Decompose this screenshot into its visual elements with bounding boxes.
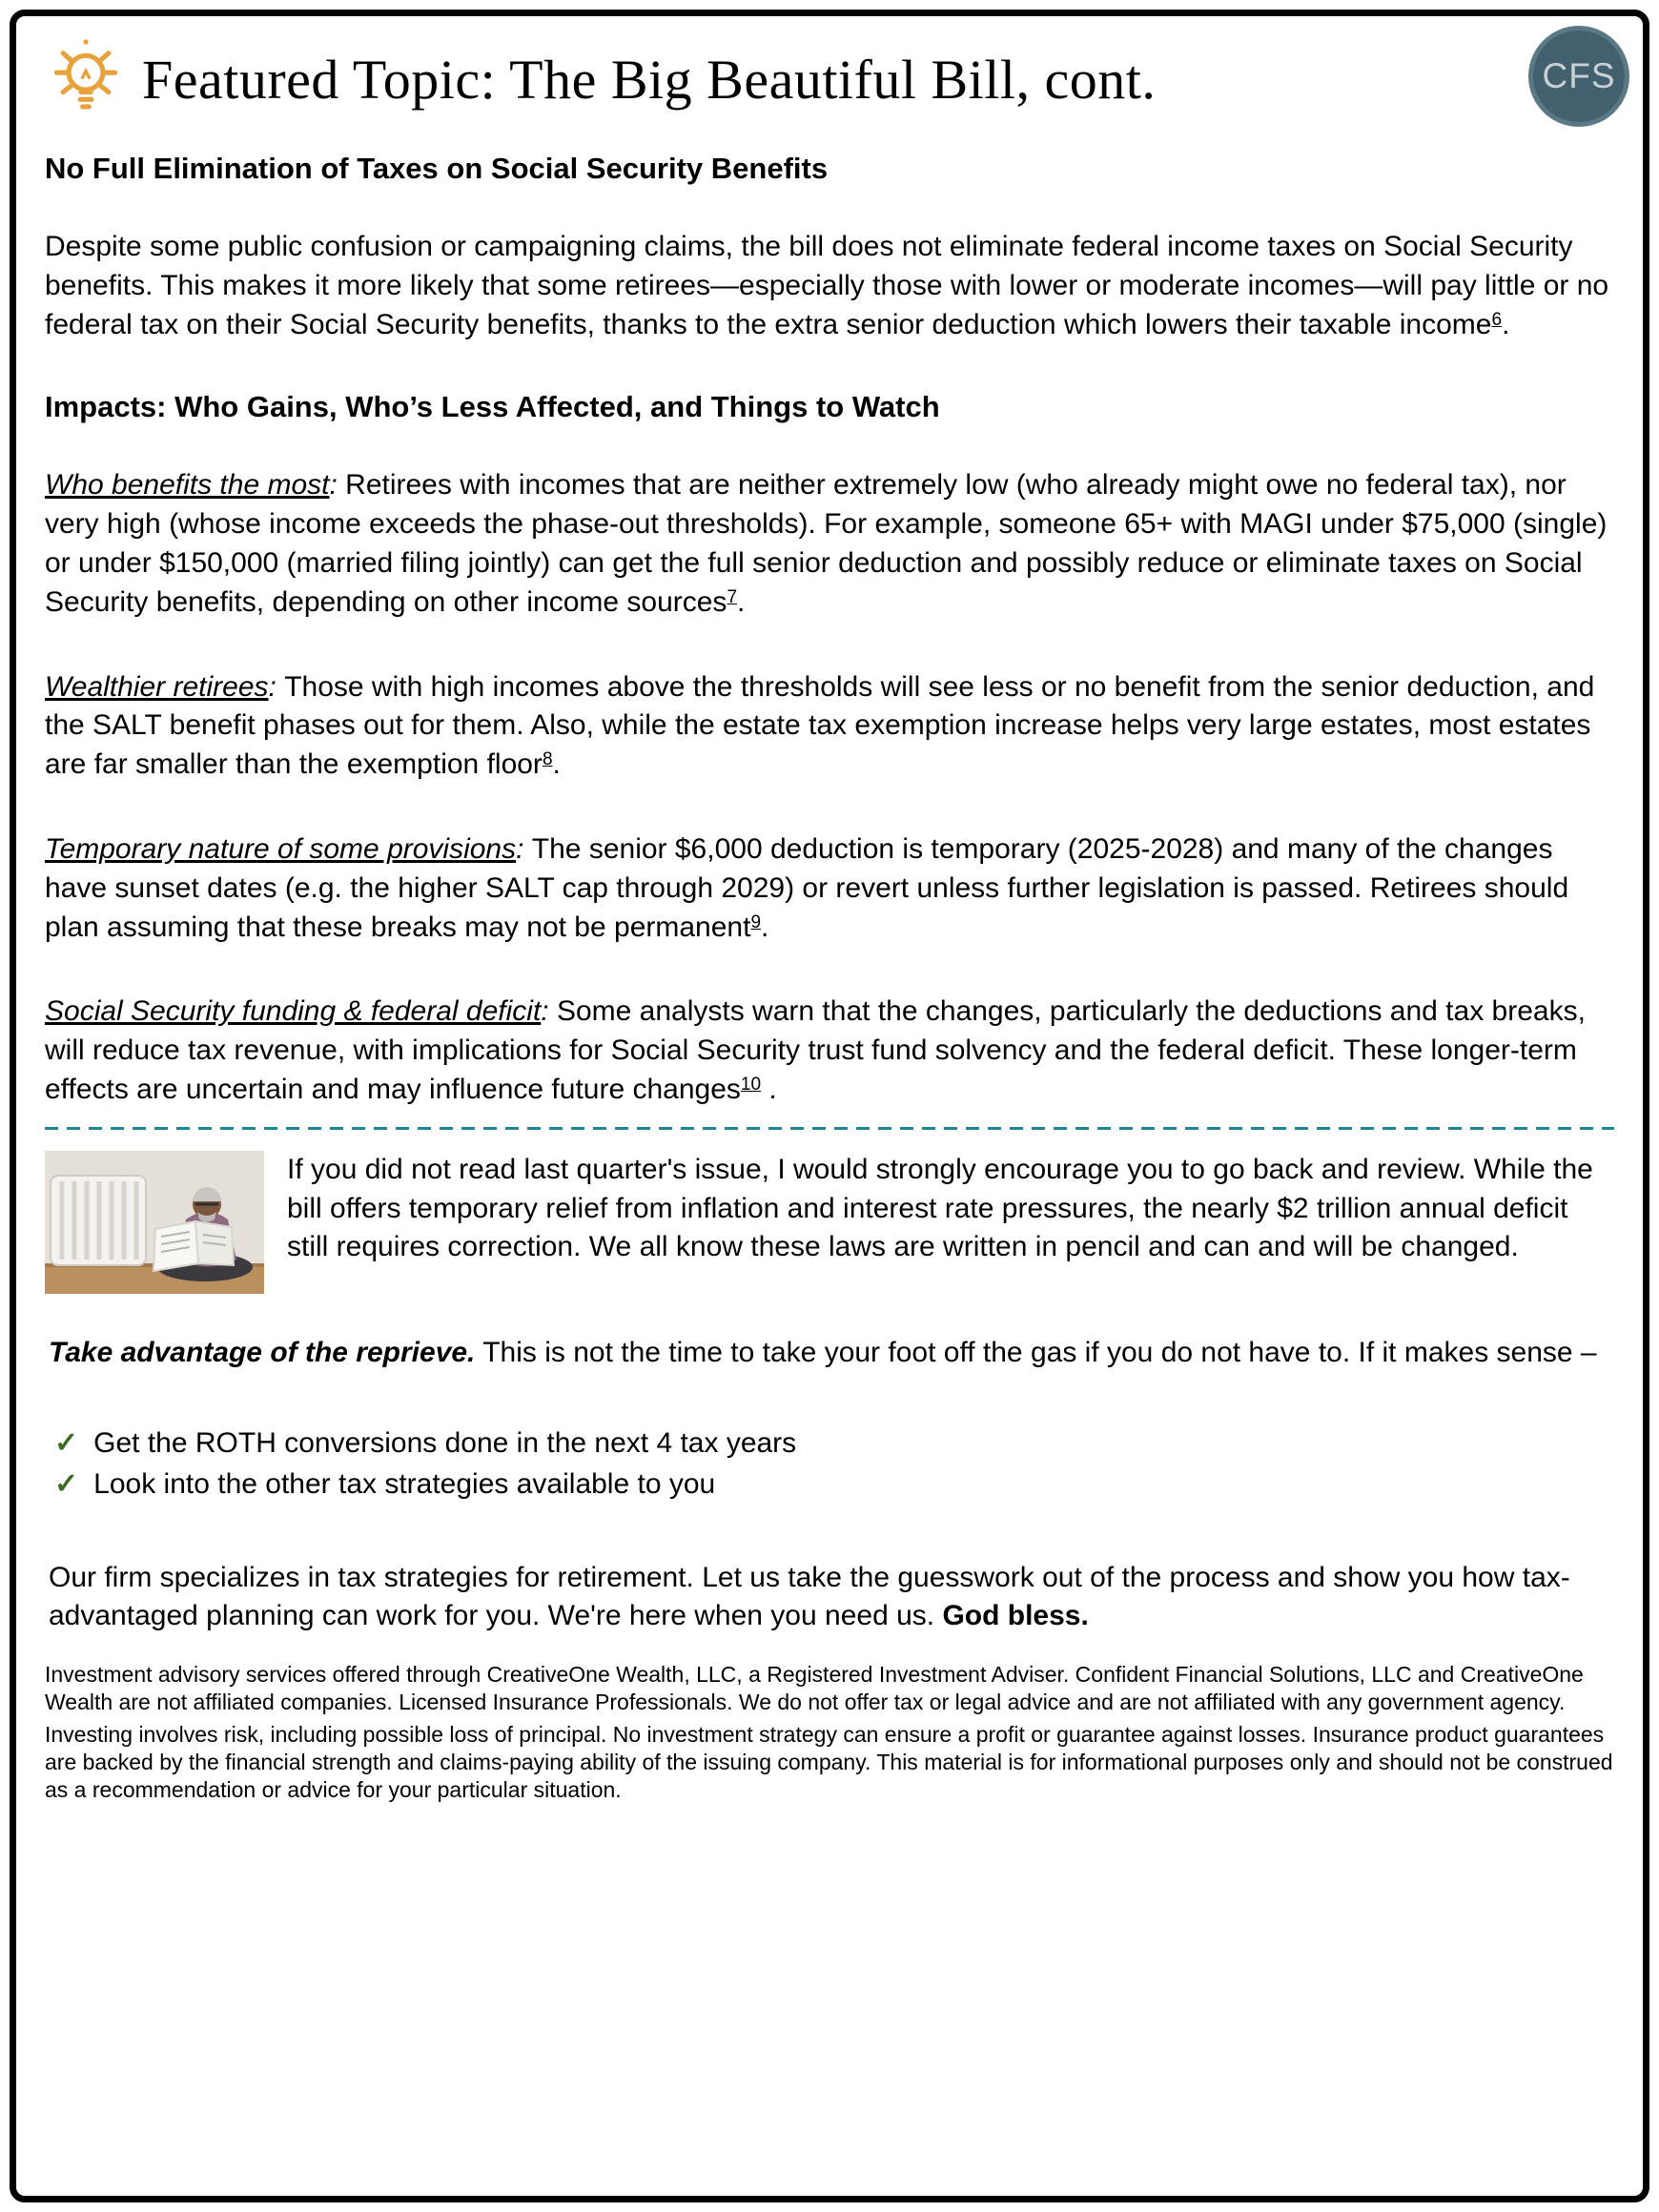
impact-separator: : [541, 995, 557, 1028]
impact-text: Retirees with incomes that are neither extremely low (who already might owe no federal tax), nor very high (whose income exceeds the phase-out thresholds). For example, someone 65+ with MAGI under $75,000 (single) or under $150,000 (married filing jointly) can get the full senior deduction and possibly reduce or eliminate taxes on Social Security benefits, depending on other income sources [45, 469, 1608, 618]
reprieve-text: This is not the time to take your foot off the gas if you do not have to. If it makes sense – [475, 1336, 1597, 1368]
closing-paragraph [45, 1559, 1614, 1637]
impact-separator: : [516, 832, 532, 865]
page-title: Featured Topic: The Big Beautiful Bill, cont. [142, 48, 1157, 111]
impact-text: The senior $6,000 deduction is temporary (2025-2028) and many of the changes have sunset dates (e.g. the higher SALT cap through 2029) or revert unless further legislation is passed. Retirees should plan assuming that these breaks may not be permanent [45, 832, 1569, 943]
impact-item-funding-deficit [45, 993, 1614, 1109]
cfs-logo [1528, 26, 1629, 127]
impact-separator: : [268, 670, 285, 703]
impact-item-temporary-provisions [45, 830, 1614, 947]
impact-lead: Who benefits the most [45, 469, 330, 502]
checklist-item-roth [54, 1423, 1614, 1464]
footnote-ref-7[interactable]: 7 [727, 586, 738, 607]
footnote-ref-10[interactable]: 10 [740, 1074, 762, 1095]
footnote-ref-6[interactable]: 6 [1491, 309, 1503, 330]
reprieve-paragraph [45, 1334, 1614, 1373]
checklist-item-label: Get the ROTH conversions done in the next 4 tax years [93, 1426, 797, 1459]
impact-end: . [761, 1073, 777, 1105]
reprieve-lead: Take advantage of the reprieve. [49, 1336, 476, 1368]
section-divider [45, 1127, 1614, 1130]
impact-separator: : [329, 469, 346, 502]
newsletter-page [10, 10, 1649, 2202]
section-heading-no-elimination: No Full Elimination of Taxes on Social Security Benefits [45, 152, 829, 185]
checklist-item-label: Look into the other tax strategies available to you [93, 1468, 716, 1501]
paragraph-no-elimination [45, 228, 1614, 344]
checkmark-icon: ✓ [54, 1468, 79, 1501]
paragraph-end: . [1502, 308, 1510, 340]
impact-end: . [761, 911, 769, 943]
section-heading-impacts: Impacts: Who Gains, Who’s Less Affected, and Things to Watch [45, 390, 940, 424]
reading-newspaper-photo [45, 1151, 264, 1294]
impact-lead: Wealthier retirees [45, 670, 269, 703]
closing-text: Our firm specializes in tax strategies for retirement. Let us take the guesswork out of the process and show you how tax-advantaged planning can work for you. We're here when you need us. [49, 1561, 1570, 1632]
impact-lead: Social Security funding & federal deficit [45, 995, 542, 1028]
checkmark-icon: ✓ [54, 1426, 79, 1459]
footnote-ref-8[interactable]: 8 [542, 749, 553, 770]
disclaimer-paragraph-2: Investing involves risk, including possible loss of principal. No investment strategy can ensure a profit or guarantee against losses. Insurance product guarantees are backed by the financial strength and claims-paying ability of the issuing company. This material is for informational purposes only and should not be construed as a recommendation or advice for your particular situation. [45, 1721, 1613, 1802]
closing-bold: God bless. [942, 1600, 1089, 1632]
impact-lead: Temporary nature of some provisions [45, 832, 517, 865]
impact-end: . [552, 748, 561, 781]
lightbulb-icon [45, 35, 127, 123]
impact-text: Those with high incomes above the thresholds will see less or no benefit from the senior deduction, and the SALT benefit phases out for them. Also, while the estate tax exemption increase helps very large estates, most estates are far smaller than the exemption floor [45, 670, 1595, 781]
action-checklist [45, 1423, 1614, 1505]
callout-row [45, 1151, 1614, 1294]
paragraph-text: Despite some public confusion or campaigning claims, the bill does not eliminate federal income taxes on Social Security benefits. This makes it more likely that some retirees—especially those with lower or moderate incomes—will pay little or no federal tax on their Social Security benefits, thanks to the extra senior deduction which lowers their taxable income [45, 231, 1609, 340]
callout-paragraph: If you did not read last quarter's issue, I would strongly encourage you to go back and review. While the bill offers temporary relief from inflation and interest rate pressures, the nearly $2 trillion annual deficit still requires correction. We all know these laws are written in pencil and can and will be changed. [287, 1153, 1593, 1263]
impact-item-wealthier-retirees [45, 668, 1614, 785]
page-header [45, 35, 1614, 123]
cfs-logo-text: CFS [1542, 56, 1616, 95]
footnote-ref-9[interactable]: 9 [750, 911, 762, 932]
impact-item-who-benefits [45, 466, 1614, 622]
checklist-item-strategies [54, 1464, 1614, 1505]
impact-end: . [737, 585, 746, 618]
disclaimer-paragraph-1: Investment advisory services offered through CreativeOne Wealth, LLC, a Registered Investment Adviser. Confident Financial Solutions, LLC and CreativeOne Wealth are not affiliated companies. Licensed Insurance Professionals. We do not offer tax or legal advice and are not affiliated with any government agency. [45, 1662, 1584, 1715]
impact-text: Some analysts warn that the changes, particularly the deductions and tax breaks, will reduce tax revenue, with implications for Social Security trust fund solvency and the federal deficit. These longer-term effects are uncertain and may influence future changes [45, 995, 1586, 1105]
